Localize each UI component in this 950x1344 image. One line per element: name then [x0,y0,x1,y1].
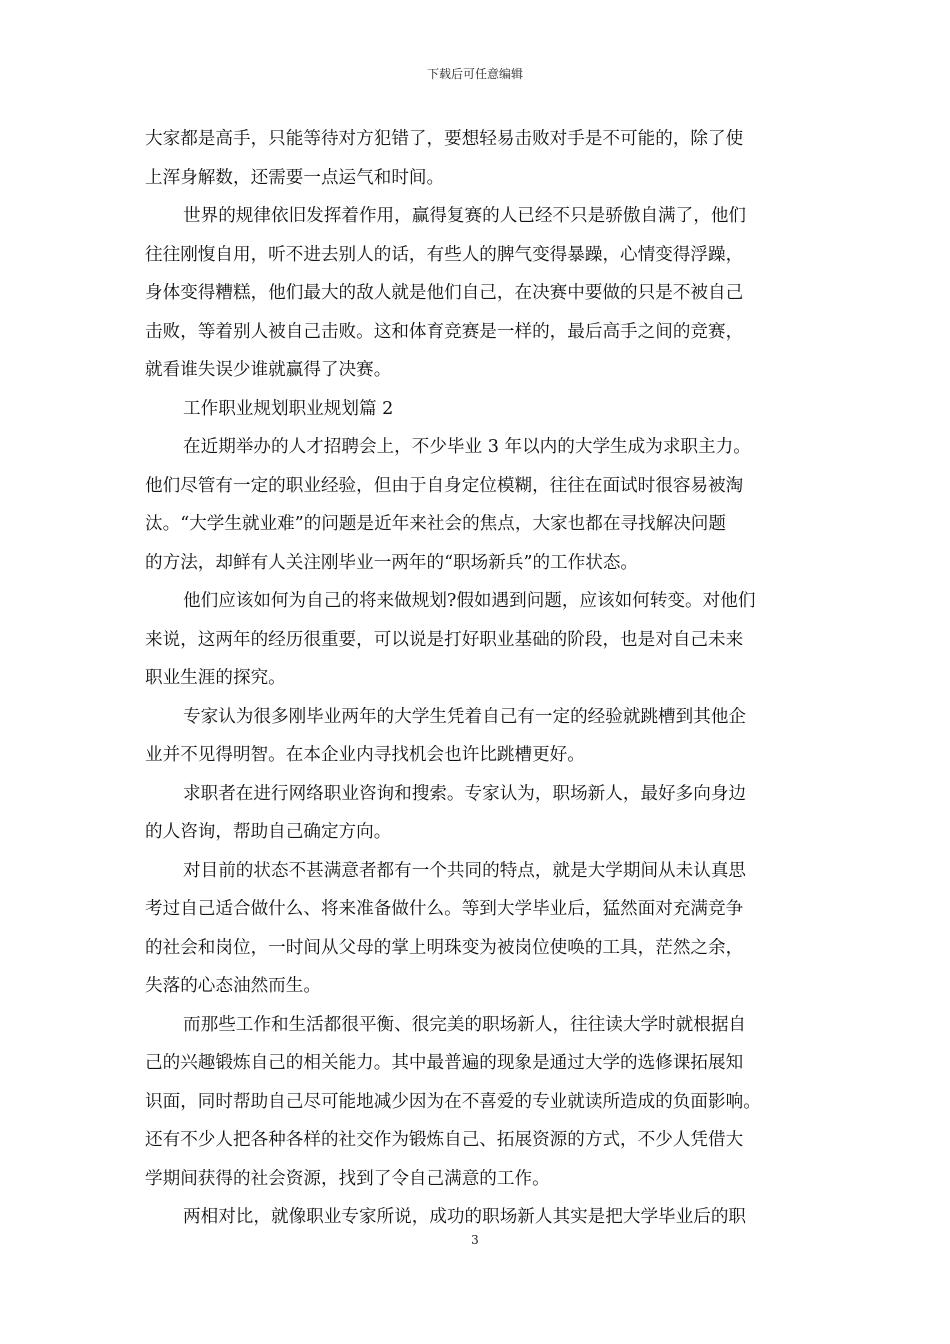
text-line: 的社会和岗位，一时间从父母的掌上明珠变为被岗位使唤的工具，茫然之余， [145,937,744,958]
text-line: 还有不少人把各种各样的社交作为锻炼自己、拓展资源的方式，不少人凭借大 [145,1130,744,1150]
document-body [145,120,809,1237]
text-line: 在近期举办的人才招聘会上，不少毕业 3 年以内的大学生成为求职主力。 [183,437,751,457]
text-line: 汰。“大学生就业难”的问题是近年来社会的焦点，大家也都在寻找解决问题 [145,514,726,534]
text-line: 而那些工作和生活都很平衡、很完美的职场新人，往往读大学时就根据自 [183,1014,747,1035]
text-line: 专家认为很多刚毕业两年的大学生凭着自己有一定的经验就跳槽到其他企 [183,706,747,727]
text-line: 的方法，却鲜有人关注刚毕业一两年的“职场新兵”的工作状态。 [145,552,639,573]
text-line: 求职者在进行网络职业咨询和搜索。专家认为，职场新人，最好多向身边 [183,783,747,804]
text-line: 世界的规律依旧发挥着作用，赢得复赛的人已经不只是骄傲自满了，他们 [183,206,747,226]
text-line: 就看谁失误少谁就赢得了决赛。 [145,360,392,380]
text-line: 业并不见得明智。在本企业内寻找机会也许比跳槽更好。 [145,745,585,765]
text-line: 两相对比，就像职业专家所说，成功的职场新人其实是把大学毕业后的职 [183,1207,747,1227]
text-line: 考过自己适合做什么、将来准备做什么。等到大学毕业后，猛然面对充满竞争 [145,899,744,919]
text-line: 来说，这两年的经历很重要，可以说是打好职业基础的阶段，也是对自己未来 [145,629,744,650]
section-heading: 工作职业规划职业规划篇 2 [183,398,394,419]
page-number: 3 [471,1233,479,1247]
text-line: 大家都是高手，只能等待对方犯错了，要想轻易击败对手是不可能的，除了使 [145,129,744,149]
text-line: 职业生涯的探究。 [145,668,286,688]
text-line: 身体变得糟糕，他们最大的敌人就是他们自己，在决赛中要做的只是不被自己 [145,283,744,303]
text-line: 上浑身解数，还需要一点运气和时间。 [145,167,445,188]
text-line: 往往刚愎自用，听不进去别人的话，有些人的脾气变得暴躁，心情变得浮躁， [145,244,744,265]
text-line: 失落的心态油然而生。 [145,976,321,996]
text-line: 的人咨询，帮助自己确定方向。 [145,822,392,842]
text-line: 对目前的状态不甚满意者都有一个共同的特点，就是大学期间从未认真思 [183,860,747,881]
text-line: 击败，等着别人被自己击败。这和体育竞赛是一样的，最后高手之间的竞赛， [145,321,744,342]
text-line: 识面，同时帮助自己尽可能地减少因为在不喜爱的专业就读所造成的负面影响。 [145,1091,761,1112]
text-line: 学期间获得的社会资源，找到了令自己满意的工作。 [145,1168,550,1189]
text-line: 他们应该如何为自己的将来做规划?假如遇到问题，应该如何转变。对他们 [183,591,756,611]
text-line: 己的兴趣锻炼自己的相关能力。其中最普遍的现象是通过大学的选修课拓展知 [145,1053,744,1073]
page-header: 下载后可任意编辑 [426,67,523,81]
text-line: 他们尽管有一定的职业经验，但由于自身定位模糊，往往在面试时很容易被淘 [145,475,744,496]
